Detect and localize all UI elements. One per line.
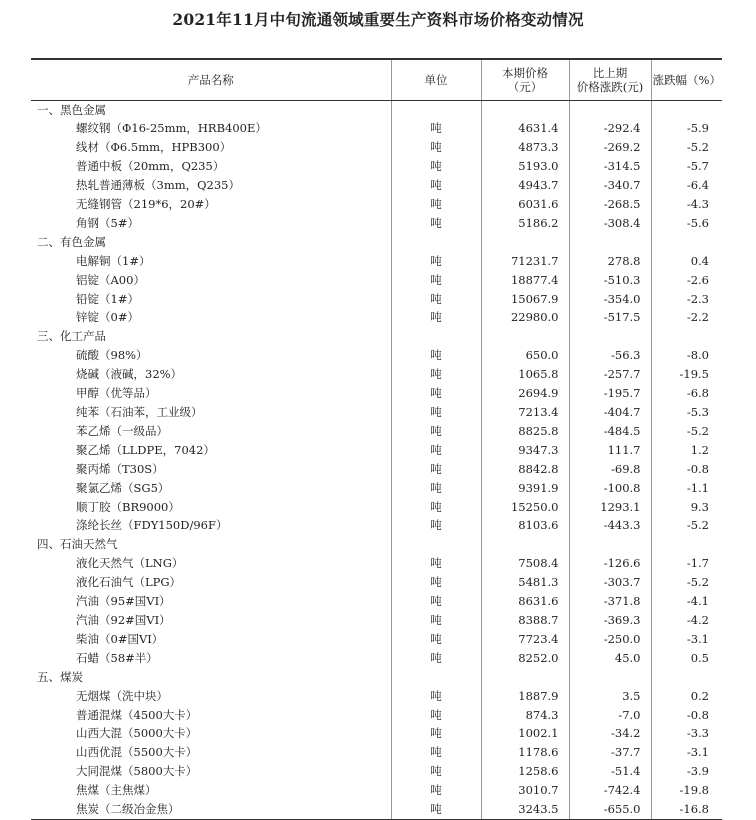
product-name: 聚乙烯（LLDPE，7042） — [76, 442, 215, 457]
change-cell: -257.7 — [569, 365, 651, 384]
header-price-change-line2: 价格涨跌(元) — [576, 79, 644, 94]
percent-cell: -5.2 — [651, 422, 722, 441]
unit-cell: 吨 — [391, 649, 481, 668]
price-cell: 3243.5 — [481, 800, 569, 819]
change-cell: -371.8 — [569, 592, 651, 611]
table-row — [31, 706, 722, 725]
category-name: 二、有色金属 — [37, 234, 106, 249]
percent-cell: -4.3 — [651, 195, 722, 214]
percent-cell: -1.1 — [651, 479, 722, 498]
unit-cell: 吨 — [391, 271, 481, 290]
change-cell: 278.8 — [569, 252, 651, 271]
price-cell: 4631.4 — [481, 119, 569, 138]
header-product-name: 产品名称 — [31, 59, 391, 100]
product-name: 无缝钢管（219*6，20#） — [76, 197, 216, 212]
percent-cell: -1.7 — [651, 554, 722, 573]
category-row — [31, 233, 722, 252]
percent-cell: 9.3 — [651, 498, 722, 517]
product-name: 普通混煤（4500大卡） — [76, 707, 198, 722]
table-row — [31, 611, 722, 630]
table-row — [31, 403, 722, 422]
change-cell: -404.7 — [569, 403, 651, 422]
percent-cell: -6.4 — [651, 176, 722, 195]
product-name: 山西大混（5000大卡） — [76, 726, 198, 741]
change-cell: -195.7 — [569, 384, 651, 403]
change-cell: -100.8 — [569, 479, 651, 498]
percent-cell: -5.6 — [651, 214, 722, 233]
product-name: 角钢（5#） — [76, 215, 139, 230]
change-cell — [569, 327, 651, 346]
change-cell: 1293.1 — [569, 498, 651, 517]
percent-cell: -2.3 — [651, 290, 722, 309]
price-cell: 4943.7 — [481, 176, 569, 195]
price-cell: 650.0 — [481, 346, 569, 365]
product-name: 纯苯（石油苯，工业级） — [76, 405, 203, 419]
unit-cell: 吨 — [391, 498, 481, 517]
header-current-price-line2: （元） — [507, 79, 543, 94]
unit-cell: 吨 — [391, 308, 481, 327]
price-cell: 22980.0 — [481, 308, 569, 327]
percent-cell: -4.1 — [651, 592, 722, 611]
change-cell: -56.3 — [569, 346, 651, 365]
percent-cell: 0.5 — [651, 649, 722, 668]
table-row — [31, 516, 722, 535]
unit-cell: 吨 — [391, 138, 481, 157]
percent-cell: -4.2 — [651, 611, 722, 630]
unit-cell: 吨 — [391, 119, 481, 138]
unit-cell: 吨 — [391, 800, 481, 819]
product-name: 液化天然气（LNG） — [76, 556, 184, 571]
change-cell: 111.7 — [569, 441, 651, 460]
price-cell: 8252.0 — [481, 649, 569, 668]
table-row — [31, 724, 722, 743]
price-cell — [481, 327, 569, 346]
percent-cell: -5.9 — [651, 119, 722, 138]
product-name: 大同混煤（5800大卡） — [76, 764, 198, 779]
change-cell — [569, 233, 651, 252]
unit-cell: 吨 — [391, 460, 481, 479]
unit-cell: 吨 — [391, 724, 481, 743]
unit-cell: 吨 — [391, 479, 481, 498]
change-cell: -51.4 — [569, 762, 651, 781]
price-cell: 1065.8 — [481, 365, 569, 384]
percent-cell: -2.2 — [651, 308, 722, 327]
percent-cell: -5.7 — [651, 157, 722, 176]
price-cell: 71231.7 — [481, 252, 569, 271]
change-cell: -517.5 — [569, 308, 651, 327]
change-cell: -303.7 — [569, 573, 651, 592]
product-name: 苯乙烯（一级品） — [76, 423, 168, 438]
change-cell: -292.4 — [569, 119, 651, 138]
product-name: 烧碱（液碱，32%） — [76, 367, 183, 382]
table-row — [31, 157, 722, 176]
unit-cell: 吨 — [391, 441, 481, 460]
unit-cell: 吨 — [391, 573, 481, 592]
price-cell: 18877.4 — [481, 271, 569, 290]
price-cell: 1887.9 — [481, 687, 569, 706]
change-cell: -655.0 — [569, 800, 651, 819]
price-cell: 8388.7 — [481, 611, 569, 630]
price-cell — [481, 535, 569, 554]
table-row — [31, 554, 722, 573]
price-cell: 8631.6 — [481, 592, 569, 611]
table-row — [31, 176, 722, 195]
unit-cell: 吨 — [391, 611, 481, 630]
unit-cell: 吨 — [391, 290, 481, 309]
change-cell: -34.2 — [569, 724, 651, 743]
product-name: 线材（Φ6.5mm，HPB300） — [76, 140, 232, 155]
percent-cell: -16.8 — [651, 800, 722, 819]
header-unit: 单位 — [391, 59, 481, 100]
product-name: 涤纶长丝（FDY150D/96F） — [76, 518, 228, 533]
product-name: 汽油（95#国VI） — [76, 594, 171, 609]
percent-cell: -5.2 — [651, 573, 722, 592]
table-row — [31, 138, 722, 157]
percent-cell: -3.1 — [651, 630, 722, 649]
product-name: 无烟煤（洗中块） — [76, 688, 168, 703]
product-name: 山西优混（5500大卡） — [76, 745, 198, 760]
price-cell: 15250.0 — [481, 498, 569, 517]
price-cell: 1258.6 — [481, 762, 569, 781]
product-name: 热轧普通薄板（3mm，Q235） — [76, 178, 241, 193]
category-row — [31, 668, 722, 687]
percent-cell — [651, 233, 722, 252]
table-row — [31, 781, 722, 800]
product-name: 锌锭（0#） — [76, 310, 139, 325]
percent-cell: -5.2 — [651, 138, 722, 157]
unit-cell: 吨 — [391, 743, 481, 762]
change-cell: -269.2 — [569, 138, 651, 157]
table-row — [31, 422, 722, 441]
product-name: 液化石油气（LPG） — [76, 575, 182, 590]
percent-cell: -6.8 — [651, 384, 722, 403]
change-cell: -510.3 — [569, 271, 651, 290]
price-cell: 874.3 — [481, 706, 569, 725]
change-cell: -308.4 — [569, 214, 651, 233]
table-row — [31, 384, 722, 403]
change-cell: -268.5 — [569, 195, 651, 214]
price-cell: 15067.9 — [481, 290, 569, 309]
unit-cell: 吨 — [391, 706, 481, 725]
price-cell: 1178.6 — [481, 743, 569, 762]
percent-cell: -3.3 — [651, 724, 722, 743]
unit-cell: 吨 — [391, 762, 481, 781]
product-name: 石蜡（58#半） — [76, 650, 158, 665]
table-row — [31, 687, 722, 706]
percent-cell: -19.8 — [651, 781, 722, 800]
percent-cell: -2.6 — [651, 271, 722, 290]
price-cell: 3010.7 — [481, 781, 569, 800]
table-row — [31, 271, 722, 290]
product-name: 柴油（0#国VI） — [76, 631, 164, 646]
percent-cell — [651, 668, 722, 687]
table-row — [31, 630, 722, 649]
table-row — [31, 214, 722, 233]
change-cell: -126.6 — [569, 554, 651, 573]
change-cell: -742.4 — [569, 781, 651, 800]
percent-cell: -3.9 — [651, 762, 722, 781]
price-cell: 8825.8 — [481, 422, 569, 441]
table-row — [31, 460, 722, 479]
percent-cell: -0.8 — [651, 460, 722, 479]
table-row — [31, 119, 722, 138]
table-row — [31, 800, 722, 819]
table-row — [31, 346, 722, 365]
header-current-price-line1: 本期价格 — [502, 65, 548, 80]
percent-cell: 0.2 — [651, 687, 722, 706]
price-cell — [481, 668, 569, 687]
table-row — [31, 441, 722, 460]
table-header — [31, 59, 722, 100]
change-cell: -484.5 — [569, 422, 651, 441]
unit-cell: 吨 — [391, 630, 481, 649]
unit-cell: 吨 — [391, 781, 481, 800]
percent-cell — [651, 100, 722, 119]
price-cell: 7508.4 — [481, 554, 569, 573]
table-row — [31, 498, 722, 517]
change-cell: -354.0 — [569, 290, 651, 309]
product-name: 甲醇（优等品） — [76, 386, 157, 401]
change-cell: -69.8 — [569, 460, 651, 479]
price-cell: 1002.1 — [481, 724, 569, 743]
percent-cell: 0.4 — [651, 252, 722, 271]
change-cell: -443.3 — [569, 516, 651, 535]
table-row — [31, 290, 722, 309]
table-row — [31, 308, 722, 327]
price-cell: 7723.4 — [481, 630, 569, 649]
product-name: 汽油（92#国VI） — [76, 612, 171, 627]
unit-cell — [391, 535, 481, 554]
unit-cell: 吨 — [391, 516, 481, 535]
change-cell: -7.0 — [569, 706, 651, 725]
header-price-change-line1: 比上期 — [592, 65, 628, 80]
unit-cell: 吨 — [391, 195, 481, 214]
unit-cell: 吨 — [391, 176, 481, 195]
price-table — [31, 58, 722, 820]
unit-cell — [391, 233, 481, 252]
table-row — [31, 649, 722, 668]
unit-cell — [391, 100, 481, 119]
category-row — [31, 535, 722, 554]
price-cell: 7213.4 — [481, 403, 569, 422]
change-cell — [569, 668, 651, 687]
price-cell — [481, 233, 569, 252]
unit-cell: 吨 — [391, 592, 481, 611]
percent-cell: -19.5 — [651, 365, 722, 384]
change-cell: -250.0 — [569, 630, 651, 649]
product-name: 螺纹钢（Φ16-25mm，HRB400E） — [76, 121, 267, 136]
table-row — [31, 592, 722, 611]
unit-cell: 吨 — [391, 554, 481, 573]
category-name: 四、石油天然气 — [37, 537, 118, 552]
unit-cell: 吨 — [391, 384, 481, 403]
price-cell: 4873.3 — [481, 138, 569, 157]
category-row — [31, 327, 722, 346]
price-cell: 8103.6 — [481, 516, 569, 535]
change-cell: -37.7 — [569, 743, 651, 762]
unit-cell: 吨 — [391, 403, 481, 422]
table-row — [31, 743, 722, 762]
price-cell: 5481.3 — [481, 573, 569, 592]
table-row — [31, 762, 722, 781]
percent-cell: -0.8 — [651, 706, 722, 725]
unit-cell: 吨 — [391, 422, 481, 441]
product-name: 顺丁胶（BR9000） — [76, 499, 180, 514]
percent-cell: -5.2 — [651, 516, 722, 535]
price-cell: 2694.9 — [481, 384, 569, 403]
price-cell — [481, 100, 569, 119]
product-name: 普通中板（20mm，Q235） — [76, 159, 225, 174]
product-name: 铝锭（A00） — [76, 272, 145, 287]
page-title: 2021年11月中旬流通领域重要生产资料市场价格变动情况 — [172, 10, 584, 29]
percent-cell: -3.1 — [651, 743, 722, 762]
category-row — [31, 100, 722, 119]
table-row — [31, 365, 722, 384]
change-cell: 3.5 — [569, 687, 651, 706]
percent-cell — [651, 327, 722, 346]
product-name: 硫酸（98%） — [76, 348, 148, 363]
price-cell: 9391.9 — [481, 479, 569, 498]
price-cell: 5193.0 — [481, 157, 569, 176]
unit-cell: 吨 — [391, 214, 481, 233]
change-cell: -314.5 — [569, 157, 651, 176]
category-name: 五、煤炭 — [37, 669, 83, 684]
percent-cell: 1.2 — [651, 441, 722, 460]
header-price-change — [569, 59, 651, 100]
table-row — [31, 479, 722, 498]
header-change-percent: 涨跌幅（%） — [651, 59, 722, 100]
product-name: 聚氯乙烯（SG5） — [76, 480, 170, 495]
price-table-container — [31, 58, 722, 820]
unit-cell: 吨 — [391, 346, 481, 365]
percent-cell: -8.0 — [651, 346, 722, 365]
unit-cell: 吨 — [391, 365, 481, 384]
change-cell: -369.3 — [569, 611, 651, 630]
price-cell: 5186.2 — [481, 214, 569, 233]
table-row — [31, 195, 722, 214]
change-cell: -340.7 — [569, 176, 651, 195]
change-cell — [569, 535, 651, 554]
header-current-price — [481, 59, 569, 100]
change-cell: 45.0 — [569, 649, 651, 668]
price-cell: 8842.8 — [481, 460, 569, 479]
price-cell: 9347.3 — [481, 441, 569, 460]
unit-cell — [391, 668, 481, 687]
unit-cell: 吨 — [391, 687, 481, 706]
product-name: 焦煤（主焦煤） — [76, 783, 157, 798]
product-name: 聚丙烯（T30S） — [76, 461, 164, 476]
table-row — [31, 573, 722, 592]
price-cell: 6031.6 — [481, 195, 569, 214]
percent-cell — [651, 535, 722, 554]
product-name: 铅锭（1#） — [76, 291, 139, 306]
product-name: 电解铜（1#） — [76, 253, 151, 268]
category-name: 一、黑色金属 — [37, 102, 106, 117]
unit-cell — [391, 327, 481, 346]
product-name: 焦炭（二级冶金焦） — [31, 800, 391, 819]
percent-cell: -5.3 — [651, 403, 722, 422]
table-body — [31, 100, 722, 819]
change-cell — [569, 100, 651, 119]
unit-cell: 吨 — [391, 157, 481, 176]
table-row — [31, 252, 722, 271]
unit-cell: 吨 — [391, 252, 481, 271]
category-name: 三、化工产品 — [37, 329, 106, 344]
